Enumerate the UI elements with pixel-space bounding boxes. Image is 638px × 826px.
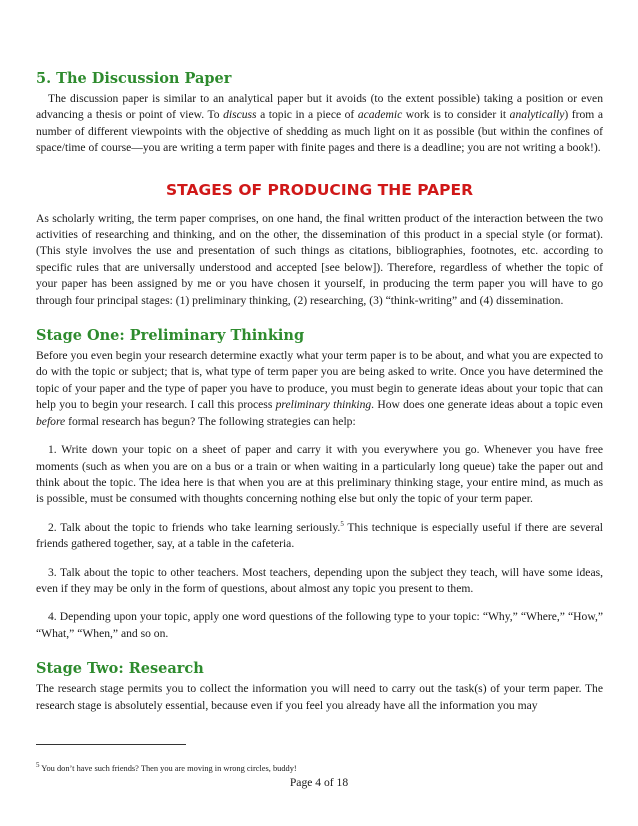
text-run: This technique is especially useful if there are several friends gathered together, say, at a table in the cafeteria. [36,520,603,551]
text-run: Before you even begin your research determine exactly what your term paper is to be about, and what you are expected to do with the topic or subject; that is, what type of term paper you are being asked to write. Once you have determined the topic of your paper and the type of paper you have to produce, you must begin to generate ideas about your topic that can help you to begin your research. I call this process [36,349,603,412]
text-run: . How does one generate ideas about a topic even [371,398,603,412]
document-page [36,70,603,714]
text-run: formal research has begun? The following strategies can help: [65,414,356,428]
emphasis-academic: academic [357,108,403,122]
footnote-reference[interactable]: 5 [340,519,344,528]
list-item-strategy-3: 3. Talk about the topic to other teachers. Most teachers, depending upon the subject they teach, will have some ideas, even if they may be only in the form of questions, about almost any topic you present to them. [36,565,603,595]
footnote [36,761,297,773]
text-run: 2. Talk about the topic to friends who take learning seriously. [48,520,341,534]
stages-title: STAGES OF PRODUCING THE PAPER [165,180,474,199]
footnote-divider [36,744,186,745]
paragraph-stage-two-intro: The research stage permits you to collect the information you will need to carry out the task(s) of your term paper. The research stage is absolutely essential, because even if you feel you already have all the information you may [36,682,603,712]
emphasis-analytically: analytically [509,108,565,122]
text-run: a topic in a piece of [256,108,358,122]
paragraph-stage-one-intro [36,348,603,430]
text-run: ) from a number of different viewpoints with the objective of shedding as much light on it as possible (but within the confines of space/time of course—you are writing a term paper with finite pages and there is a deadline; you are not writing a book!). [36,108,603,155]
emphasis-before: before [36,414,66,428]
section-heading-stage-two: Stage Two: Research [36,660,204,678]
emphasis-preliminary-thinking: preliminary thinking [275,398,372,412]
emphasis-discuss: discuss [223,108,257,122]
footnote-number: 5 [36,761,40,770]
list-item-strategy-2 [36,520,603,553]
paragraph-discussion-paper [36,91,603,157]
text-run: work is to consider it [402,108,510,122]
text-run: The discussion paper is similar to an analytical paper but it avoids (to the extent possible) taking a position or even advancing a thesis or point of view. To [36,92,603,122]
footnote-text: You don’t have such friends? Then you are moving in wrong circles, buddy! [39,764,297,773]
list-item-strategy-4: 4. Depending upon your topic, apply one word questions of the following type to your topic: “Why,” “Where,” “How,” “What,” “When,” and so on. [36,610,603,640]
section-heading-stage-one: Stage One: Preliminary Thinking [36,327,305,345]
page-number: Page 4 of 18 [289,776,349,789]
list-item-strategy-1: 1. Write down your topic on a sheet of paper and carry it with you everywhere you go. Whenever you have free moments (such as when you are on a bus or a train or when waiting in a particularly long queue) take the paper out and think about the topic. The idea here is that when you are at this preliminary thinking stage, your entire mind, as much as is possible, must be consumed with thoughts concerning nothing else but only the topic of your term paper. [36,443,603,506]
section-heading-discussion-paper: 5. The Discussion Paper [36,70,232,87]
paragraph-stages-intro: As scholarly writing, the term paper comprises, on one hand, the final written product of the interaction between the two activities of researching and thinking, and on the other, the dissemination of this product in a special style (or format). (This style involves the use and presentation of such things as citations, bibliographies, footnotes, etc. according to specific rules that are universally understood and accepted [see below]). Therefore, regardless of whether the topic of your paper has been assigned by me or you have chosen it yourself, in producing the term paper you will have to go through four principal stages: (1) preliminary thinking, (2) researching, (3) “think-writing” and (4) dissemination. [36,211,603,307]
